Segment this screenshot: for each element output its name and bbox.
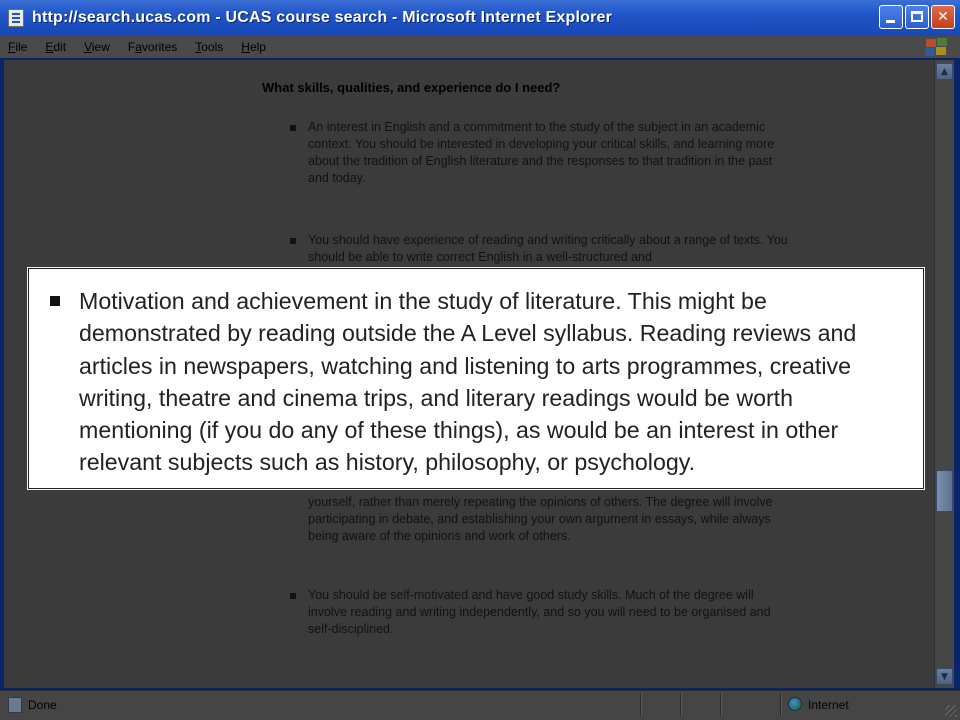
- scroll-down-button[interactable]: [936, 668, 953, 685]
- status-divider: [720, 694, 722, 716]
- bullet-icon: [50, 296, 60, 306]
- globe-icon: [788, 697, 802, 711]
- ie-page-icon: [8, 9, 24, 27]
- list-item: yourself, rather than merely repeating the opinions of others. The degree will involve participating in debate, and establishing your own argument in essays, while always being aware of the opinions and work of others.: [308, 495, 773, 543]
- menu-help[interactable]: Help: [241, 40, 266, 54]
- status-divider: [680, 694, 682, 716]
- menu-bar: [0, 36, 960, 58]
- minimize-button[interactable]: [879, 5, 903, 29]
- bullet-icon: [290, 125, 296, 131]
- scroll-thumb[interactable]: [936, 470, 953, 512]
- minimize-icon: [886, 20, 895, 23]
- scroll-up-button[interactable]: [936, 63, 953, 80]
- logo-blue-pane: [925, 48, 935, 56]
- page-heading: What skills, qualities, and experience do I need?: [262, 80, 561, 95]
- menu-file[interactable]: File: [8, 40, 28, 54]
- status-divider: [640, 694, 642, 716]
- close-icon: ✕: [937, 9, 949, 25]
- status-divider: [780, 694, 782, 716]
- security-zone-label: Internet: [808, 698, 849, 712]
- page-done-icon: [8, 697, 22, 713]
- logo-red-pane: [926, 39, 936, 47]
- zoomed-callout: [28, 268, 924, 489]
- logo-green-pane: [937, 38, 947, 46]
- maximize-icon: [911, 11, 923, 22]
- resize-grip-icon[interactable]: [945, 705, 957, 717]
- maximize-button[interactable]: [905, 5, 929, 29]
- menu-favorites[interactable]: Favorites: [127, 40, 178, 54]
- bullet-icon: [290, 593, 296, 599]
- menu-view[interactable]: View: [84, 40, 110, 54]
- window-controls: [879, 5, 955, 29]
- vertical-scrollbar[interactable]: [934, 60, 954, 688]
- close-button[interactable]: [931, 5, 955, 29]
- windows-logo-icon: [924, 37, 948, 57]
- menu-edit[interactable]: Edit: [45, 40, 67, 54]
- list-item: You should have experience of reading and writing critically about a range of texts. You should be able to write correct English in a well-structured and: [290, 232, 790, 266]
- callout-text: Motivation and achievement in the study of literature. This might be demonstrated by reading outside the A Level syllabus. Reading reviews and articles in newspapers, watching and listening to arts programmes, creative writing, theatre and cinema trips, and literary readings would be worth mentioning (if you do any of these things), as would be an interest in other relevant subjects such as history, philosophy, or psychology.: [79, 288, 857, 476]
- menu-tools[interactable]: Tools: [195, 40, 224, 54]
- logo-yellow-pane: [936, 47, 946, 55]
- window-title: http://search.ucas.com - UCAS course search - Microsoft Internet Explorer: [32, 9, 613, 26]
- status-bar: [0, 690, 960, 720]
- arrow-up-icon: ▲: [941, 66, 948, 77]
- arrow-down-icon: ▼: [941, 671, 948, 682]
- title-bar[interactable]: [0, 0, 960, 36]
- status-text: Done: [28, 698, 57, 712]
- list-item: You should be self-motivated and have good study skills. Much of the degree will involve reading and writing independently, and so you will need to be organised and self-disciplined.: [290, 587, 790, 638]
- bullet-icon: [290, 238, 296, 244]
- list-item: An interest in English and a commitment to the study of the subject in an academic context. You should be interested in developing your critical skills, and learning more about the tradition of English literature and the responses to that tradition in the past and today.: [290, 119, 790, 187]
